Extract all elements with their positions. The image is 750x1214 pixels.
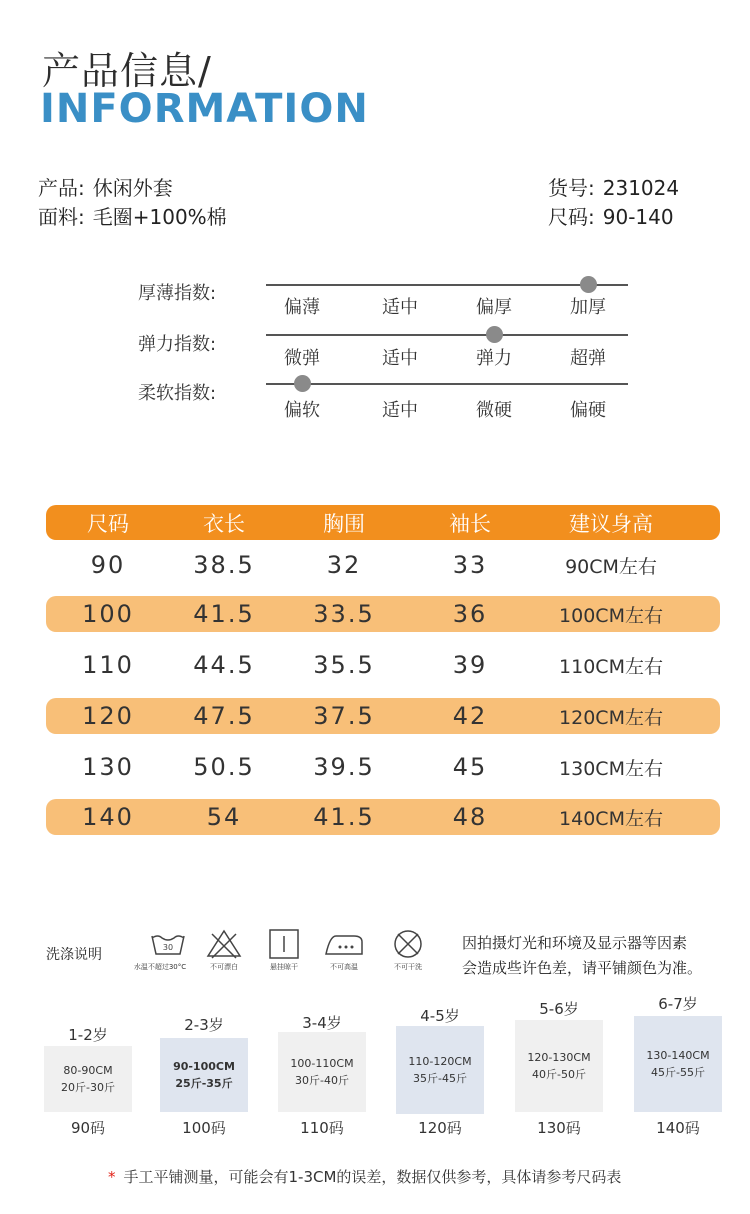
thickness-scale-indicator [580, 276, 597, 293]
age-weight: 20斤-30斤 [61, 1081, 115, 1094]
elasticity-scale-label: 弹力指数: [138, 334, 217, 355]
color-notice-line-1: 因拍摄灯光和环境及显示器等因素 [462, 934, 688, 952]
color-notice-line-2: 会造成些许色差，请平铺颜色为准。 [462, 959, 703, 977]
product-label: 产品: [38, 176, 85, 200]
cell-chest: 37.5 [313, 702, 375, 730]
age-size-box [278, 1032, 366, 1112]
measurement-footnote [108, 1166, 621, 1187]
cell-sleeve: 45 [452, 753, 488, 781]
age-label: 5-6岁 [539, 1000, 579, 1018]
age-size-code: 130码 [537, 1119, 581, 1137]
age-height: 120-130CM [527, 1051, 591, 1064]
no-high-temp-caption: 不可高温 [330, 963, 358, 971]
cell-size: 100 [82, 600, 134, 628]
header-chest: 胸围 [323, 511, 365, 536]
no-high-temp-iron-icon [324, 928, 364, 960]
cell-height: 130CM左右 [559, 757, 663, 780]
header-size: 尺码 [87, 511, 129, 536]
hang-dry-caption: 悬挂晾干 [270, 963, 298, 971]
cell-height: 140CM左右 [559, 807, 663, 830]
cell-sleeve: 39 [452, 651, 488, 679]
cell-height: 100CM左右 [559, 604, 663, 627]
cell-chest: 35.5 [313, 651, 375, 679]
softness-option: 微硬 [476, 400, 512, 421]
hang-dry-icon [264, 928, 304, 960]
elasticity-option: 弹力 [476, 348, 512, 369]
age-label: 4-5岁 [420, 1007, 460, 1025]
table-row [46, 647, 720, 683]
softness-scale-label: 柔软指数: [138, 383, 217, 404]
age-size-box [396, 1026, 484, 1114]
age-label: 1-2岁 [68, 1026, 108, 1044]
item-no-label: 货号: [548, 176, 595, 200]
no-bleach-caption: 不可漂白 [210, 963, 238, 971]
info-item-no [548, 172, 679, 201]
age-size-box [44, 1046, 132, 1112]
size-value: 90-140 [602, 205, 674, 229]
no-dry-clean-caption: 不可干洗 [394, 963, 422, 971]
footnote-text: 手工平铺测量，可能会有1-3CM的误差，数据仅供参考，具体请参考尺码表 [123, 1168, 622, 1186]
cell-height: 110CM左右 [559, 655, 663, 678]
page-title-en: INFORMATION [40, 86, 369, 132]
age-weight: 45斤-55斤 [651, 1066, 705, 1079]
age-size-code: 90码 [70, 1119, 106, 1137]
info-fabric [38, 201, 227, 230]
age-size-code: 120码 [418, 1119, 462, 1137]
softness-option: 适中 [382, 400, 418, 421]
cell-size: 110 [82, 651, 134, 679]
cell-size: 120 [82, 702, 134, 730]
age-label: 6-7岁 [658, 995, 698, 1013]
thickness-option: 适中 [382, 297, 418, 318]
no-bleach-icon [204, 928, 244, 960]
cell-sleeve: 36 [452, 600, 488, 628]
table-row [46, 547, 720, 583]
age-size-code: 140码 [656, 1119, 700, 1137]
age-weight: 35斤-45斤 [413, 1072, 467, 1085]
cell-chest: 41.5 [313, 803, 375, 831]
header-sleeve: 袖长 [449, 511, 491, 536]
age-height: 80-90CM [63, 1064, 113, 1077]
age-label: 2-3岁 [184, 1016, 224, 1034]
cell-sleeve: 48 [452, 803, 488, 831]
thickness-scale-line [266, 284, 628, 286]
elasticity-option: 超弹 [570, 348, 606, 369]
age-height: 100-110CM [290, 1057, 354, 1070]
header-length: 衣长 [203, 511, 245, 536]
cell-size: 90 [90, 551, 126, 579]
wash-30-icon [148, 928, 188, 960]
thickness-option: 偏薄 [284, 297, 320, 318]
elasticity-scale-indicator [486, 326, 503, 343]
cell-height: 120CM左右 [559, 706, 663, 729]
cell-length: 41.5 [193, 600, 255, 628]
age-height: 90-100CM [173, 1060, 235, 1073]
fabric-value: 毛圈+100%棉 [92, 205, 227, 229]
softness-option: 偏软 [284, 400, 320, 421]
wash-30-caption: 水温不超过30°C [133, 963, 187, 971]
age-size-box [515, 1020, 603, 1112]
info-size [548, 201, 674, 230]
age-weight: 30斤-40斤 [295, 1074, 349, 1087]
header-height: 建议身高 [569, 511, 653, 536]
cell-sleeve: 33 [452, 551, 488, 579]
cell-sleeve: 42 [452, 702, 488, 730]
thickness-option: 加厚 [570, 297, 606, 318]
thickness-scale-label: 厚薄指数: [138, 283, 217, 304]
info-product [38, 172, 173, 201]
cell-chest: 32 [326, 551, 362, 579]
item-no-value: 231024 [602, 176, 680, 200]
age-height: 130-140CM [646, 1049, 710, 1062]
table-row [46, 596, 720, 632]
table-row [46, 698, 720, 734]
size-table-header [46, 505, 720, 540]
cell-length: 50.5 [193, 753, 255, 781]
wash-temperature: 30 [162, 943, 174, 952]
elasticity-option: 适中 [382, 348, 418, 369]
softness-option: 偏硬 [570, 400, 606, 421]
cell-size: 130 [82, 753, 134, 781]
elasticity-scale-line [266, 334, 628, 336]
cell-length: 47.5 [193, 702, 255, 730]
age-size-box [160, 1038, 248, 1112]
elasticity-option: 微弹 [284, 348, 320, 369]
fabric-label: 面料: [38, 205, 85, 229]
age-weight: 25斤-35斤 [175, 1077, 233, 1090]
cell-length: 54 [206, 803, 242, 831]
age-size-box [634, 1016, 722, 1112]
age-weight: 40斤-50斤 [532, 1068, 586, 1081]
washing-title: 洗涤说明 [46, 947, 102, 963]
age-size-code: 100码 [182, 1119, 226, 1137]
cell-size: 140 [82, 803, 134, 831]
age-label: 3-4岁 [302, 1014, 342, 1032]
page-title-cn: 产品信息/ [42, 49, 212, 93]
softness-scale-line [266, 383, 628, 385]
product-value: 休闲外套 [92, 176, 173, 200]
age-height: 110-120CM [408, 1055, 472, 1068]
cell-height: 90CM左右 [565, 555, 657, 578]
thickness-option: 偏厚 [476, 297, 512, 318]
softness-scale-indicator [294, 375, 311, 392]
cell-length: 44.5 [193, 651, 255, 679]
age-size-code: 110码 [300, 1119, 344, 1137]
cell-length: 38.5 [193, 551, 255, 579]
size-label: 尺码: [548, 205, 595, 229]
table-row [46, 799, 720, 835]
footnote-star: * [108, 1168, 116, 1186]
no-dry-clean-icon [388, 928, 428, 960]
cell-chest: 33.5 [313, 600, 375, 628]
cell-chest: 39.5 [313, 753, 375, 781]
table-row [46, 749, 720, 785]
